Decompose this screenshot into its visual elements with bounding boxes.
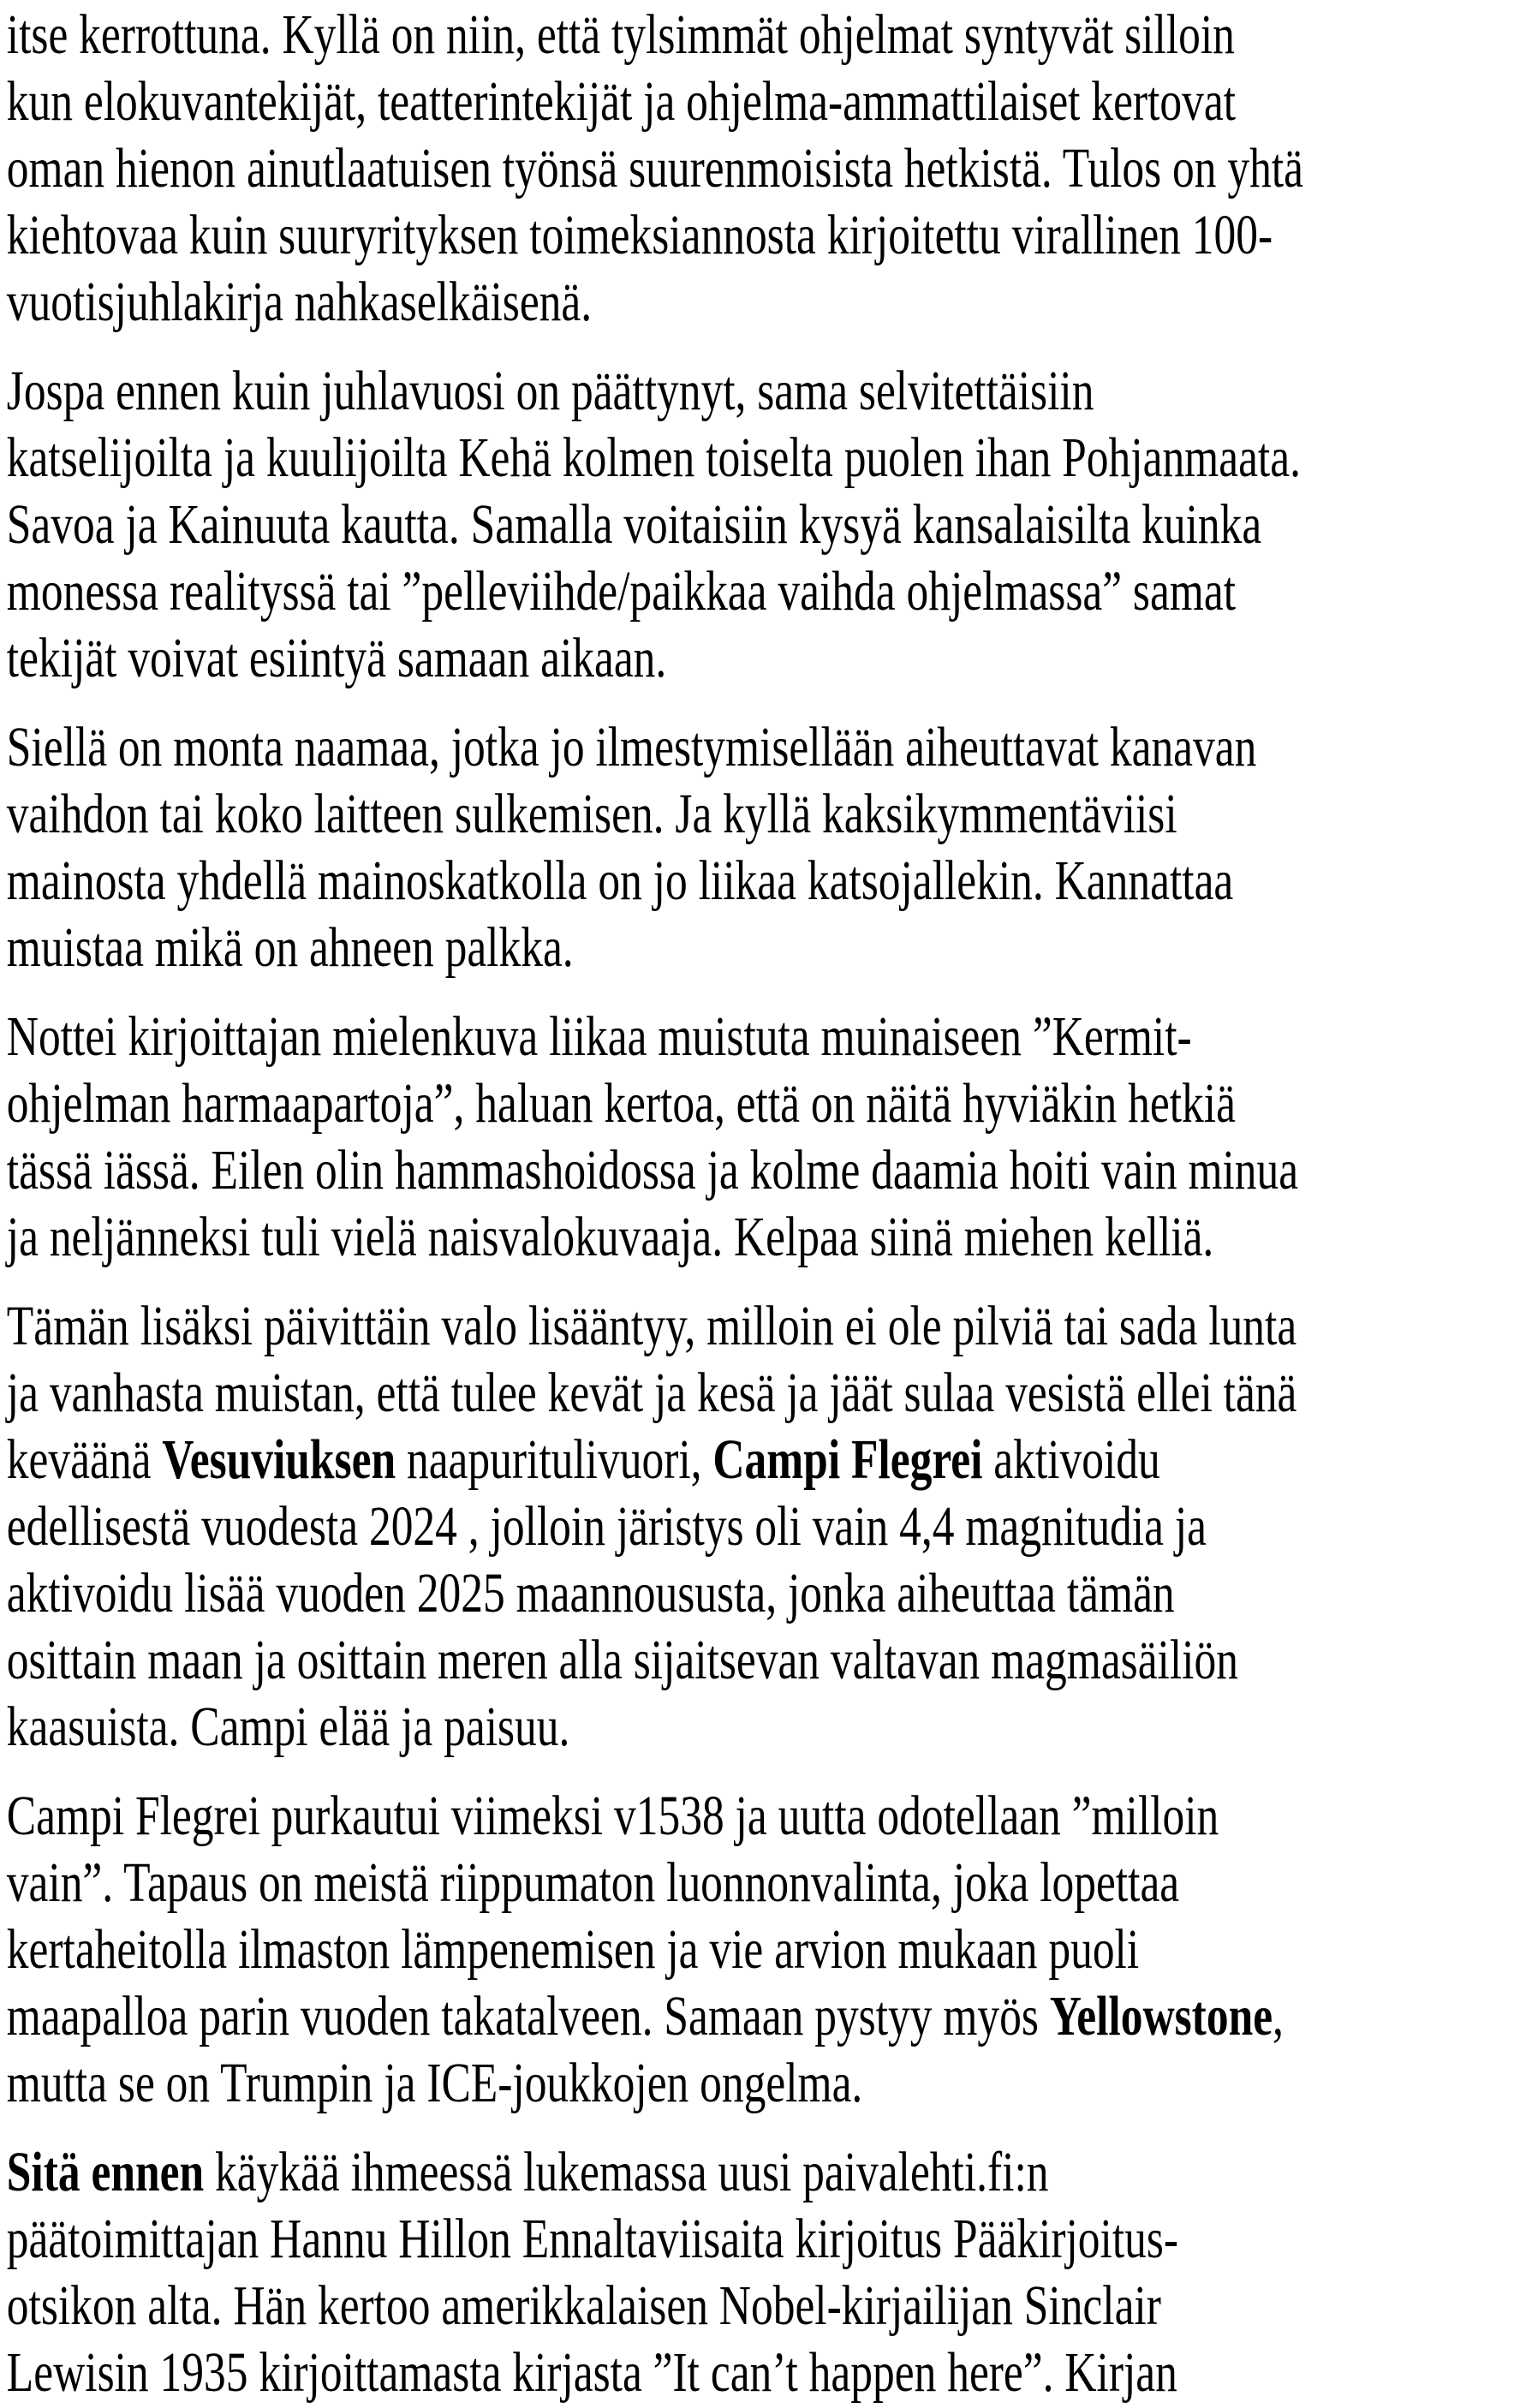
text-line <box>7 2339 1514 2406</box>
text-line <box>7 781 1514 848</box>
text-segment: oman hienon ainutlaatuisen työnsä suurenmoisista hetkistä. Tulos on yhtä <box>6 137 1304 200</box>
text-segment: Jospa ennen kuin juhlavuosi on päättynyt, sama selvitettäisiin <box>6 360 1094 422</box>
text-segment: osittain maan ja osittain meren alla sijaitsevan valtavan magmasäiliön <box>6 1629 1238 1691</box>
text-segment: naapuritulivuori, <box>396 1428 713 1491</box>
text-segment: päätoimittajan Hannu Hillon Ennaltaviisaita kirjoitus Pääkirjoitus- <box>6 2208 1179 2270</box>
text-line <box>7 69 1514 135</box>
text-segment: aktivoidu <box>982 1428 1160 1491</box>
text-line <box>7 915 1514 981</box>
bold-text-segment: Campi Flegrei <box>712 1428 983 1491</box>
text-segment: katselijoilta ja kuulijoilta Kehä kolmen toiselta puolen ihan Pohjanmaata. <box>6 426 1301 489</box>
text-line <box>7 558 1514 625</box>
text-line <box>7 135 1514 202</box>
text-line <box>7 1293 1514 1360</box>
text-segment: edellisestä vuodesta 2024 , jolloin järistys oli vain 4,4 magnitudia ja <box>6 1495 1207 1558</box>
text-line <box>7 1137 1514 1204</box>
text-segment: muistaa mikä on ahneen palkka. <box>6 916 574 979</box>
paragraph <box>7 2 1514 336</box>
text-segment: Savoa ja Kainuuta kautta. Samalla voitaisiin kysyä kansalaisilta kuinka <box>6 493 1262 556</box>
text-line <box>7 2 1514 69</box>
paragraph <box>7 1783 1514 2117</box>
text-line <box>7 1360 1514 1427</box>
text-line <box>7 1627 1514 1694</box>
text-line <box>7 1850 1514 1916</box>
bold-text-segment: Yellowstone <box>1049 1985 1273 2047</box>
paragraph <box>7 1004 1514 1271</box>
text-segment: Nottei kirjoittajan mielenkuva liikaa muistuta muinaiseen ”Kermit- <box>6 1005 1192 1068</box>
text-line <box>7 2050 1514 2117</box>
text-segment: monessa realityssä tai ”pelleviihde/paikkaa vaihda ohjelmassa” samat <box>6 560 1237 623</box>
bold-text-segment: Sitä ennen <box>6 2141 205 2203</box>
text-segment: kaasuista. Campi elää ja paisuu. <box>6 1696 570 1758</box>
text-segment: Lewisin 1935 kirjoittamasta kirjasta ”It can’t happen here”. Kirjan <box>6 2341 1177 2404</box>
text-segment: mainosta yhdellä mainoskatkolla on jo liikaa katsojallekin. Kannattaa <box>6 849 1234 912</box>
text-segment: mutta se on Trumpin ja ICE-joukkojen ongelma. <box>6 2052 863 2114</box>
text-segment: käykää ihmeessä lukemassa uusi paivalehti.fi:n <box>204 2141 1049 2203</box>
text-line <box>7 1983 1514 2050</box>
text-segment: keväänä <box>6 1428 163 1491</box>
paragraph <box>7 2139 1514 2406</box>
text-segment: ja vanhasta muistan, että tulee kevät ja kesä ja jäät sulaa vesistä ellei tänä <box>6 1362 1297 1424</box>
text-segment: kun elokuvantekijät, teatterintekijät ja ohjelma-ammattilaiset kertovat <box>6 70 1237 133</box>
text-segment: tässä iässä. Eilen olin hammashoidossa ja kolme daamia hoiti vain minua <box>6 1139 1299 1201</box>
text-segment: itse kerrottuna. Kyllä on niin, että tylsimmät ohjelmat syntyvät silloin <box>6 3 1235 66</box>
text-line <box>7 1427 1514 1493</box>
text-segment: otsikon alta. Hän kertoo amerikkalaisen Nobel-kirjailijan Sinclair <box>6 2274 1161 2337</box>
text-line <box>7 492 1514 558</box>
text-segment: tekijät voivat esiintyä samaan aikaan. <box>6 627 667 689</box>
text-line <box>7 2273 1514 2339</box>
text-segment: kertaheitolla ilmaston lämpenemisen ja vie arvion mukaan puoli <box>6 1918 1140 1981</box>
bold-text-segment: Vesuviuksen <box>162 1428 396 1491</box>
text-line <box>7 1560 1514 1627</box>
text-segment: kiehtovaa kuin suuryrityksen toimeksiannosta kirjoitettu virallinen 100- <box>6 204 1273 266</box>
text-line <box>7 1916 1514 1983</box>
text-line <box>7 848 1514 915</box>
text-line <box>7 1493 1514 1560</box>
text-segment: vaihdon tai koko laitteen sulkemisen. Ja kyllä kaksikymmentäviisi <box>6 783 1177 845</box>
text-line <box>7 2206 1514 2273</box>
text-line <box>7 1070 1514 1137</box>
text-segment: aktivoidu lisää vuoden 2025 maannoususta, jonka aiheuttaa tämän <box>6 1562 1175 1624</box>
text-segment: Campi Flegrei purkautui viimeksi v1538 ja uutta odotellaan ”milloin <box>6 1785 1219 1847</box>
paragraph <box>7 1293 1514 1761</box>
text-segment: Siellä on monta naamaa, jotka jo ilmestymisellään aiheuttavat kanavan <box>6 716 1257 778</box>
text-line <box>7 1004 1514 1070</box>
text-segment: , <box>1273 1985 1284 2047</box>
text-segment: maapalloa parin vuoden takatalveen. Samaan pystyy myös <box>6 1985 1050 2047</box>
text-line <box>7 358 1514 425</box>
text-segment: Tämän lisäksi päivittäin valo lisääntyy, milloin ei ole pilviä tai sada lunta <box>6 1295 1297 1357</box>
text-line <box>7 269 1514 336</box>
text-line <box>7 425 1514 492</box>
text-line <box>7 625 1514 692</box>
text-line <box>7 2139 1514 2206</box>
paragraph <box>7 358 1514 692</box>
text-line <box>7 1204 1514 1271</box>
text-line <box>7 202 1514 269</box>
text-line <box>7 1783 1514 1850</box>
text-segment: ohjelman harmaapartoja”, haluan kertoa, että on näitä hyviäkin hetkiä <box>6 1072 1236 1135</box>
text-line <box>7 714 1514 781</box>
text-segment: ja neljänneksi tuli vielä naisvalokuvaaja. Kelpaa siinä miehen kelliä. <box>6 1206 1214 1268</box>
text-segment: vain”. Tapaus on meistä riippumaton luonnonvalinta, joka lopettaa <box>6 1851 1180 1914</box>
text-line <box>7 1694 1514 1761</box>
text-segment: vuotisjuhlakirja nahkaselkäisenä. <box>6 271 593 333</box>
paragraph <box>7 714 1514 981</box>
